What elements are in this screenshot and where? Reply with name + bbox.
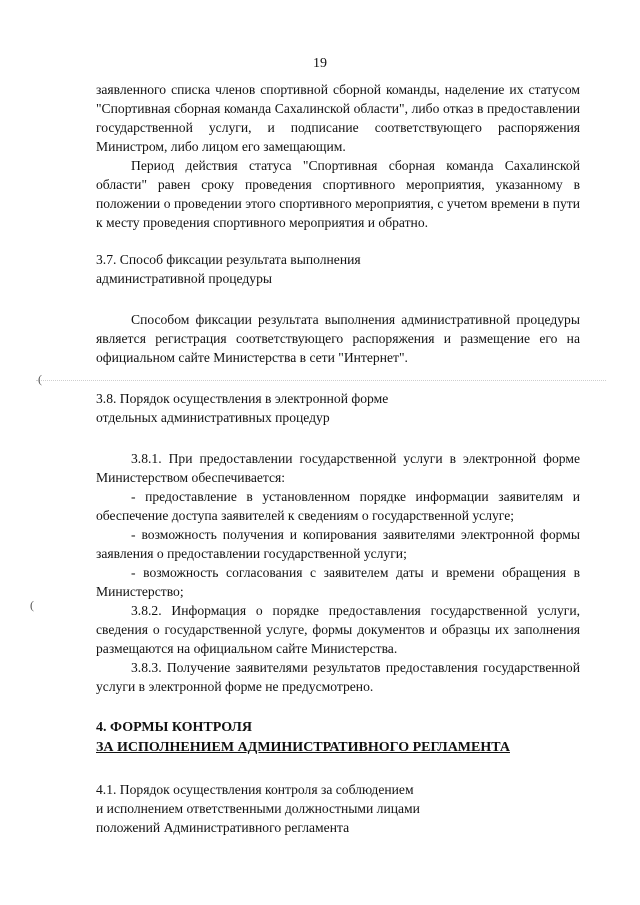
subheading: 3.8. Порядок осуществления в электронной форме — [96, 391, 389, 406]
subheading: 4.1. Порядок осуществления контроля за соблюдением — [96, 782, 414, 797]
paragraph: 3.8.1. При предоставлении государственной услуги в электронной форме Министерством обеспечивается: — [96, 451, 580, 485]
list-item: - возможность согласования с заявителем даты и времени обращения в Министерство; — [96, 565, 580, 599]
list-item: - предоставление в установленном порядке информации заявителям и обеспечение доступа заявителей к сведениям о государственной услуге; — [96, 489, 580, 523]
margin-mark: ( — [38, 372, 42, 386]
paragraph: Способом фиксации результата выполнения административной процедуры является регистрация соответствующего распоряжения и размещение его на официальном сайте Министерства в сети "Интернет". — [96, 312, 580, 365]
paragraph: заявленного списка членов спортивной сборной команды, наделение их статусом "Спортивная сборная команда Сахалинской области", либо отказ в предоставлении государственной услуги, и подписание соответствующего распоряжения Министром, либо лицом его замещающим. — [96, 82, 580, 154]
paragraph: 3.8.3. Получение заявителями результатов предоставления государственной услуги в электронной форме не предусмотрено. — [96, 660, 580, 694]
subheading: положений Административного регламента — [96, 820, 350, 835]
section-heading: 4. ФОРМЫ КОНТРОЛЯ — [96, 720, 252, 735]
paragraph: 3.8.2. Информация о порядке предоставления государственной услуги, сведения о государственной услуге, формы документов и образцы их заполнения размещаются на официальном сайте Министерства. — [96, 603, 580, 656]
margin-mark: ( — [30, 598, 34, 612]
subheading: и исполнением ответственными должностными лицами — [96, 801, 420, 816]
document-body — [96, 80, 580, 837]
list-item: - возможность получения и копирования заявителями электронной формы заявления о предоставлении государственной услуги; — [96, 527, 580, 561]
subheading: 3.7. Способ фиксации результата выполнения — [96, 252, 361, 267]
section-heading — [96, 738, 580, 758]
subheading: отдельных административных процедур — [96, 410, 330, 425]
paragraph: Период действия статуса "Спортивная сборная команда Сахалинской области" равен сроку проведения спортивного мероприятия, указанному в положении о проведении этого спортивного мероприятия, с учетом времени в пути к месту проведения спортивного мероприятия и обратно. — [96, 158, 580, 230]
subheading: административной процедуры — [96, 271, 273, 286]
page-number: 19 — [313, 56, 327, 71]
section-heading-underlined: ЗА ИСПОЛНЕНИЕМ АДМИНИСТРАТИВНОГО РЕГЛАМЕНТА — [96, 740, 510, 755]
